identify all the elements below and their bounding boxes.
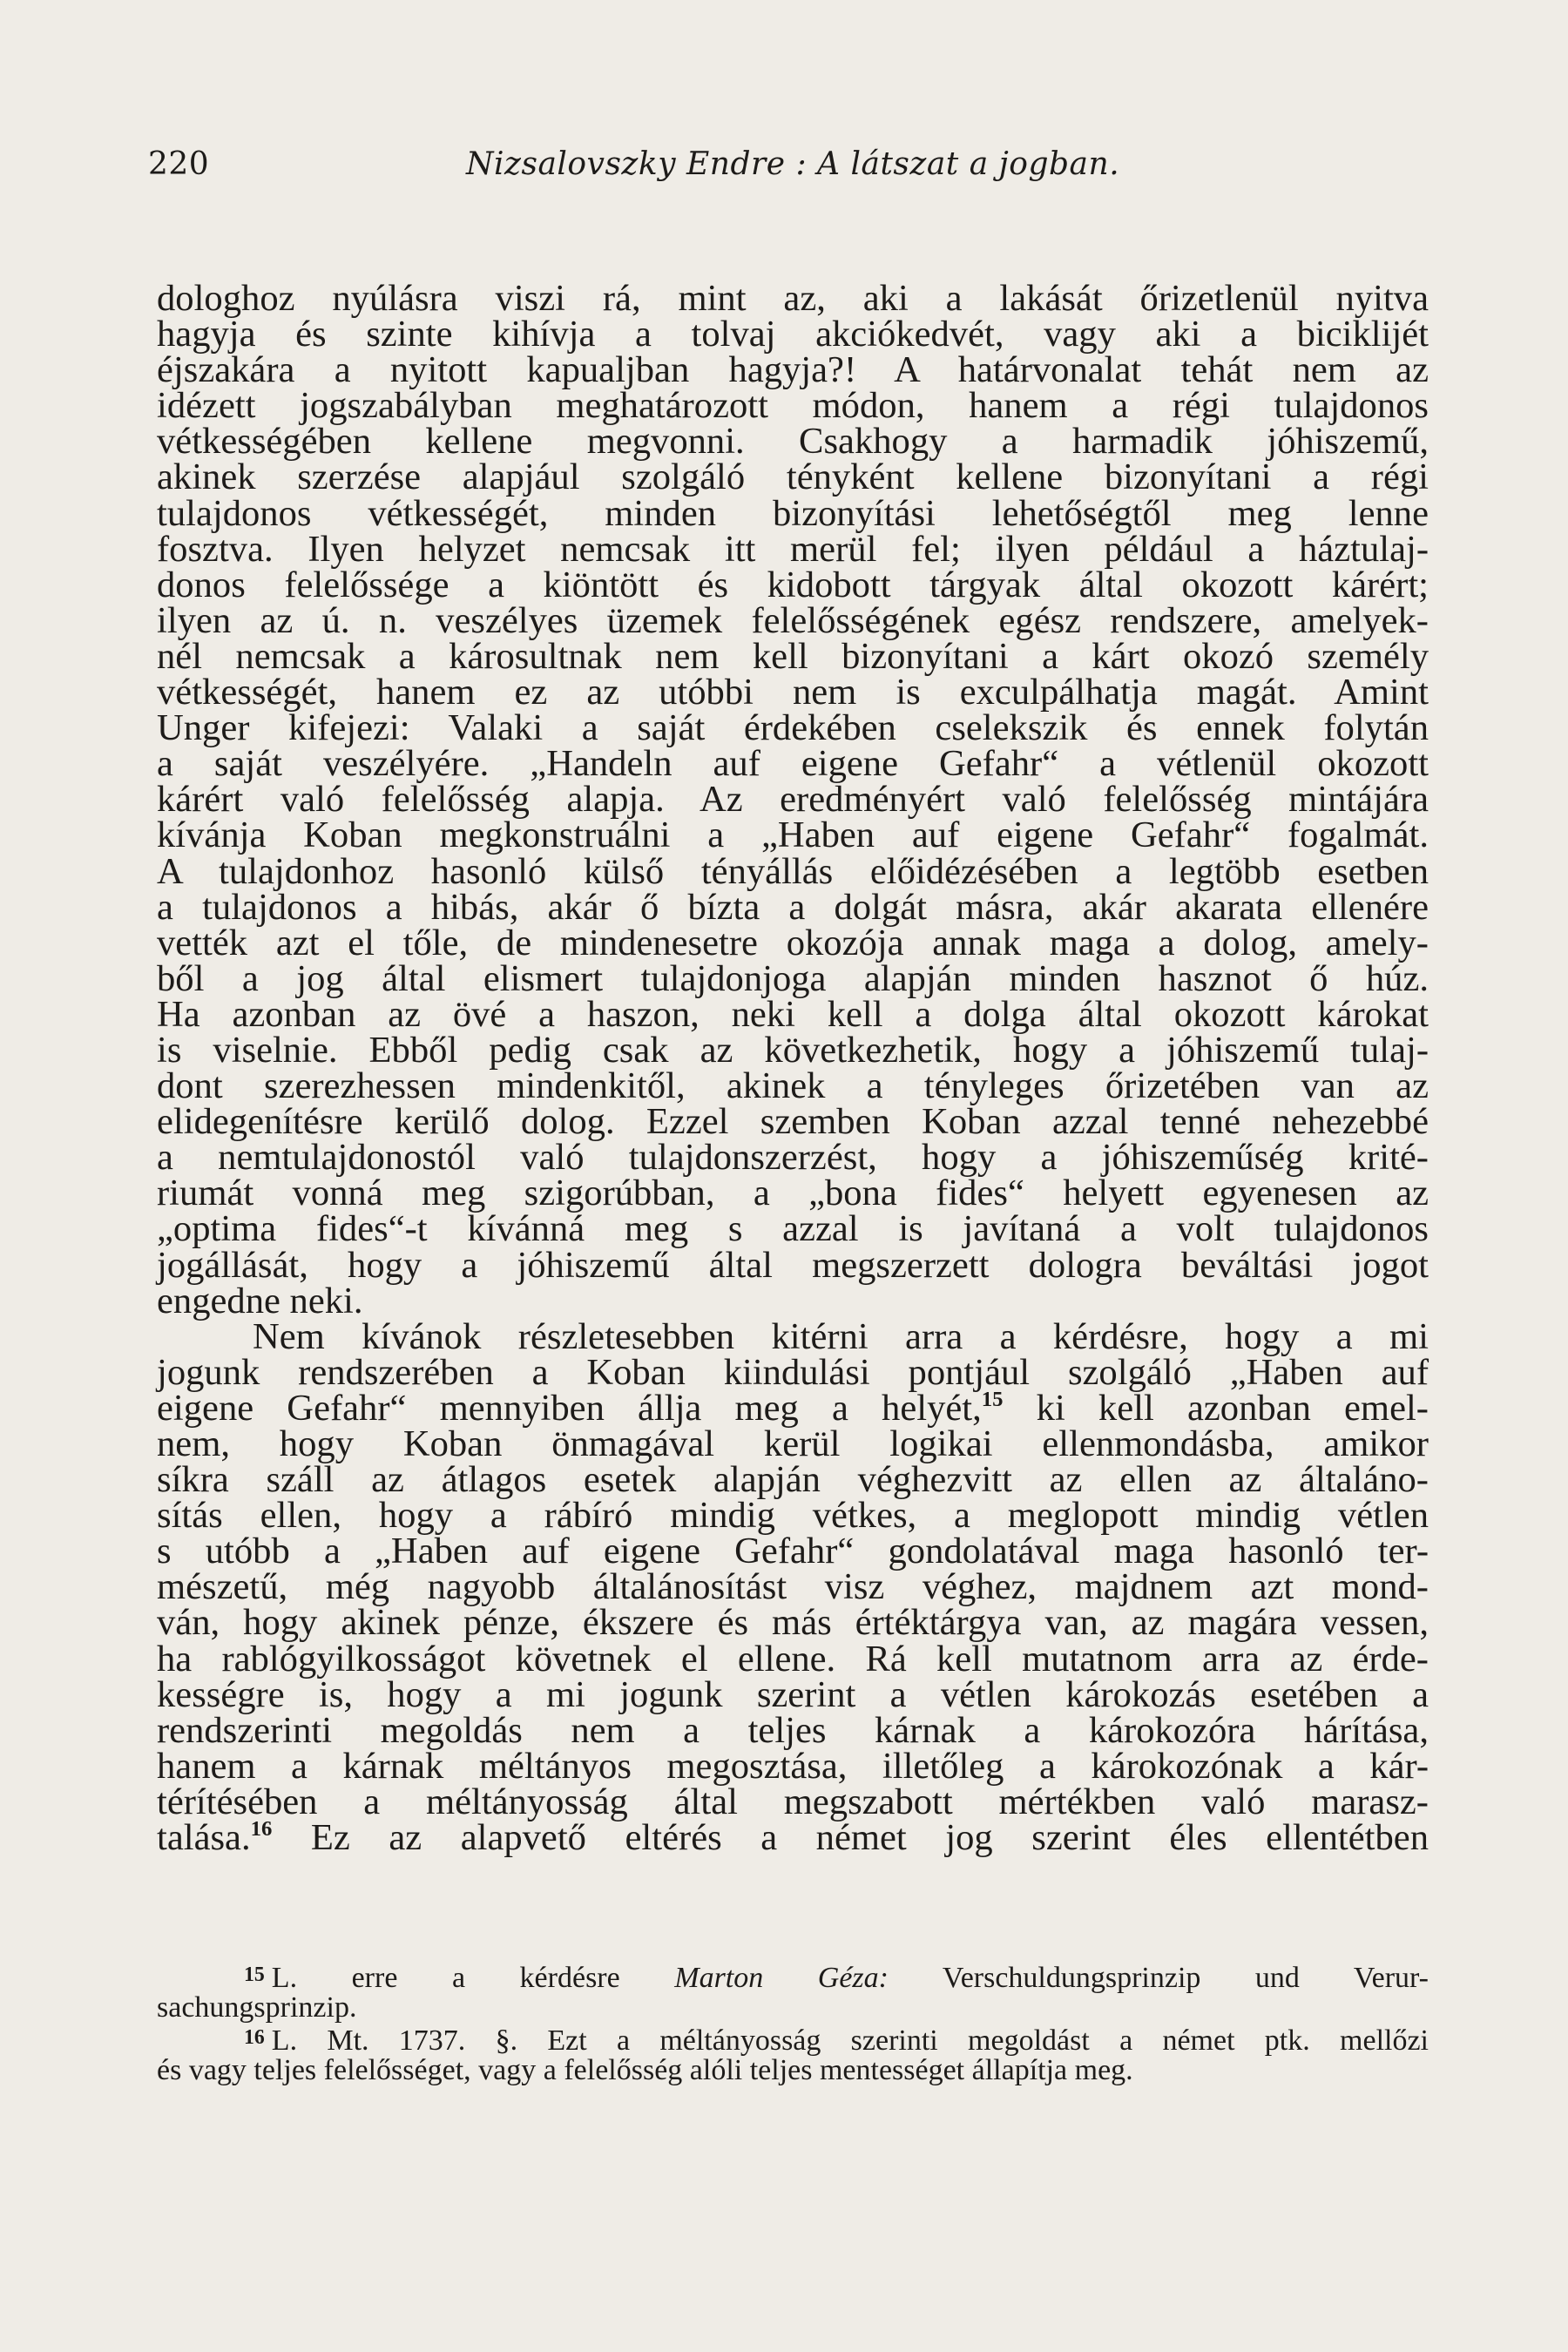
text-line: donos felelőssége a kiöntött és kidobott tárgyak által okozott kárért; bbox=[157, 564, 1429, 605]
text-line: jogunk rendszerében a Koban kiindulási pontjául szolgáló „Haben auf bbox=[157, 1351, 1429, 1393]
text-line: Unger kifejezi: Valaki a saját érdekében cselekszik és ennek folytán bbox=[157, 707, 1429, 749]
footnote-mark-16: 16 bbox=[244, 2026, 265, 2050]
text-line: éjszakára a nyitott kapualjban hagyja?! A határvonalat tehát nem az bbox=[157, 349, 1429, 391]
text-line: kívánja Koban megkonstruálni a „Haben auf eigene Gefahr“ fogalmát. bbox=[157, 814, 1429, 856]
text-line: riumát vonná meg szigorúbban, a „bona fides“ helyett egyenesen az bbox=[157, 1173, 1429, 1214]
footnote-15-continuation: sachungsprinzip. bbox=[157, 1991, 357, 2024]
text-line: vették azt el tőle, de mindenesetre okozója annak maga a dolog, amely- bbox=[157, 922, 1429, 963]
footnote-text: L. Mt. 1737. §. Ezt a méltányosság szerinti megoldást a német ptk. mellőzi bbox=[271, 2024, 1429, 2058]
body-text bbox=[157, 278, 1429, 1859]
text-line: ván, hogy akinek pénze, ékszere és más értéktárgya van, az magára vessen, bbox=[157, 1602, 1429, 1644]
footnote-text: Verschuldungsprinzip und Verur- bbox=[942, 1962, 1429, 1995]
text-fragment: eigene Gefahr“ mennyiben állja meg a helyét, bbox=[157, 1387, 982, 1429]
text-line: ből a jog által elismert tulajdonjoga alapján minden hasznot ő húz. bbox=[157, 957, 1429, 999]
text-line: mészetű, még nagyobb általánosítást visz véghez, majdnem azt mond- bbox=[157, 1566, 1429, 1608]
text-line: nem, hogy Koban önmagával kerül logikai ellenmondásba, amikor bbox=[157, 1423, 1429, 1464]
text-line: A tulajdonhoz hasonló külső tényállás előidézésében a legtöbb esetben bbox=[157, 850, 1429, 892]
text-line: a tulajdonos a hibás, akár ő bízta a dolgát másra, akár akarata ellenére bbox=[157, 886, 1429, 928]
text-fragment: Ez az alapvető eltérés a német jog szerint éles ellentétben bbox=[310, 1817, 1429, 1859]
footnotes bbox=[157, 1960, 1429, 2085]
footnote-ref-15[interactable]: 15 bbox=[981, 1387, 1004, 1411]
text-line: kességre is, hogy a mi jogunk szerint a vétlen károkozás esetében a bbox=[157, 1673, 1429, 1715]
text-line: elidegenítésre kerülő dolog. Ezzel szemben Koban azzal tenné nehezebbé bbox=[157, 1101, 1429, 1143]
text-line: sítás ellen, hogy a rábíró mindig vétkes, a meglopott mindig vétlen bbox=[157, 1495, 1429, 1537]
text-fragment: ki kell azonban emel- bbox=[1036, 1387, 1429, 1429]
text-line: vétkességében kellene megvonni. Csakhogy a harmadik jóhiszemű, bbox=[157, 421, 1429, 463]
running-title: Nizsalovszky Endre : A látszat a jogban. bbox=[466, 146, 1120, 182]
footnote-16 bbox=[157, 2023, 1429, 2056]
text-line: hanem a kárnak méltányos megosztása, illetőleg a károkozónak a kár- bbox=[157, 1745, 1429, 1787]
text-line: fosztva. Ilyen helyzet nemcsak itt merül fel; ilyen például a háztulaj- bbox=[157, 528, 1429, 570]
text-line: vétkességét, hanem ez az utóbbi nem is exculpálhatja magát. Amint bbox=[157, 672, 1429, 713]
footnote-16-continuation: és vagy teljes felelősséget, vagy a felelősség alóli teljes mentességet állapítja meg. bbox=[157, 2054, 1133, 2087]
text-line: is viselnie. Ebből pedig csak az következhetik, hogy a jóhiszemű tulaj- bbox=[157, 1029, 1429, 1071]
text-line: kárért való felelősség alapja. Az eredményért való felelősség mintájára bbox=[157, 779, 1429, 821]
text-line bbox=[157, 1387, 1429, 1429]
text-line: dont szerezhessen mindenkitől, akinek a tényleges őrizetében van az bbox=[157, 1065, 1429, 1107]
text-line: s utóbb a „Haben auf eigene Gefahr“ gondolatával maga hasonló ter- bbox=[157, 1531, 1429, 1572]
text-line: dologhoz nyúlásra viszi rá, mint az, aki a lakását őrizetlenül nyitva bbox=[157, 278, 1429, 319]
text-line: nél nemcsak a károsultnak nem kell bizonyítani a kárt okozó személy bbox=[157, 635, 1429, 677]
text-line: ilyen az ú. n. veszélyes üzemek felelősségének egész rendszere, amelyek- bbox=[157, 599, 1429, 641]
text-line: akinek szerzése alapjául szolgáló tényként kellene bizonyítani a régi bbox=[157, 456, 1429, 498]
text-line: tulajdonos vétkességét, minden bizonyítási lehetőségtől meg lenne bbox=[157, 492, 1429, 534]
text-line: engedne neki. bbox=[157, 1280, 363, 1321]
text-line: hagyja és szinte kihívja a tolvaj akciókedvét, vagy aki a biciklijét bbox=[157, 314, 1429, 355]
text-line: „optima fides“-t kívánná meg s azzal is javítaná a volt tulajdonos bbox=[157, 1208, 1429, 1250]
footnote-author: Marton Géza: bbox=[674, 1962, 889, 1995]
text-line: Ha azonban az övé a haszon, neki kell a dolga által okozott károkat bbox=[157, 993, 1429, 1035]
text-line: síkra száll az átlagos esetek alapján véghezvitt az ellen az általáno- bbox=[157, 1459, 1429, 1501]
text-line: a nemtulajdonostól való tulajdonszerzést, hogy a jóhiszeműség krité- bbox=[157, 1137, 1429, 1179]
footnote-text: L. erre a kérdésre bbox=[271, 1962, 620, 1995]
text-line: jogállását, hogy a jóhiszemű által megszerzett dologra beváltási jogot bbox=[157, 1244, 1429, 1286]
footnote-mark-15: 15 bbox=[244, 1963, 265, 1986]
text-line: idézett jogszabályban meghatározott módon, hanem a régi tulajdonos bbox=[157, 385, 1429, 427]
text-fragment: talása. bbox=[157, 1817, 251, 1859]
text-line bbox=[157, 1816, 1429, 1859]
paragraph-first-line: Nem kívánok részletesebben kitérni arra a kérdésre, hogy a mi bbox=[253, 1315, 1429, 1357]
page-number: 220 bbox=[148, 146, 210, 182]
footnote-ref-16[interactable]: 16 bbox=[250, 1816, 273, 1841]
text-line: a saját veszélyére. „Handeln auf eigene Gefahr“ a vétlenül okozott bbox=[157, 743, 1429, 785]
text-line: ha rablógyilkosságot követnek el ellene. Rá kell mutatnom arra az érde- bbox=[157, 1638, 1429, 1680]
text-line: térítésében a méltányosság által megszabott mértékben való marasz- bbox=[157, 1781, 1429, 1822]
text-line: rendszerinti megoldás nem a teljes kárnak a károkozóra hárítása, bbox=[157, 1709, 1429, 1751]
footnote-15 bbox=[157, 1960, 1429, 1993]
